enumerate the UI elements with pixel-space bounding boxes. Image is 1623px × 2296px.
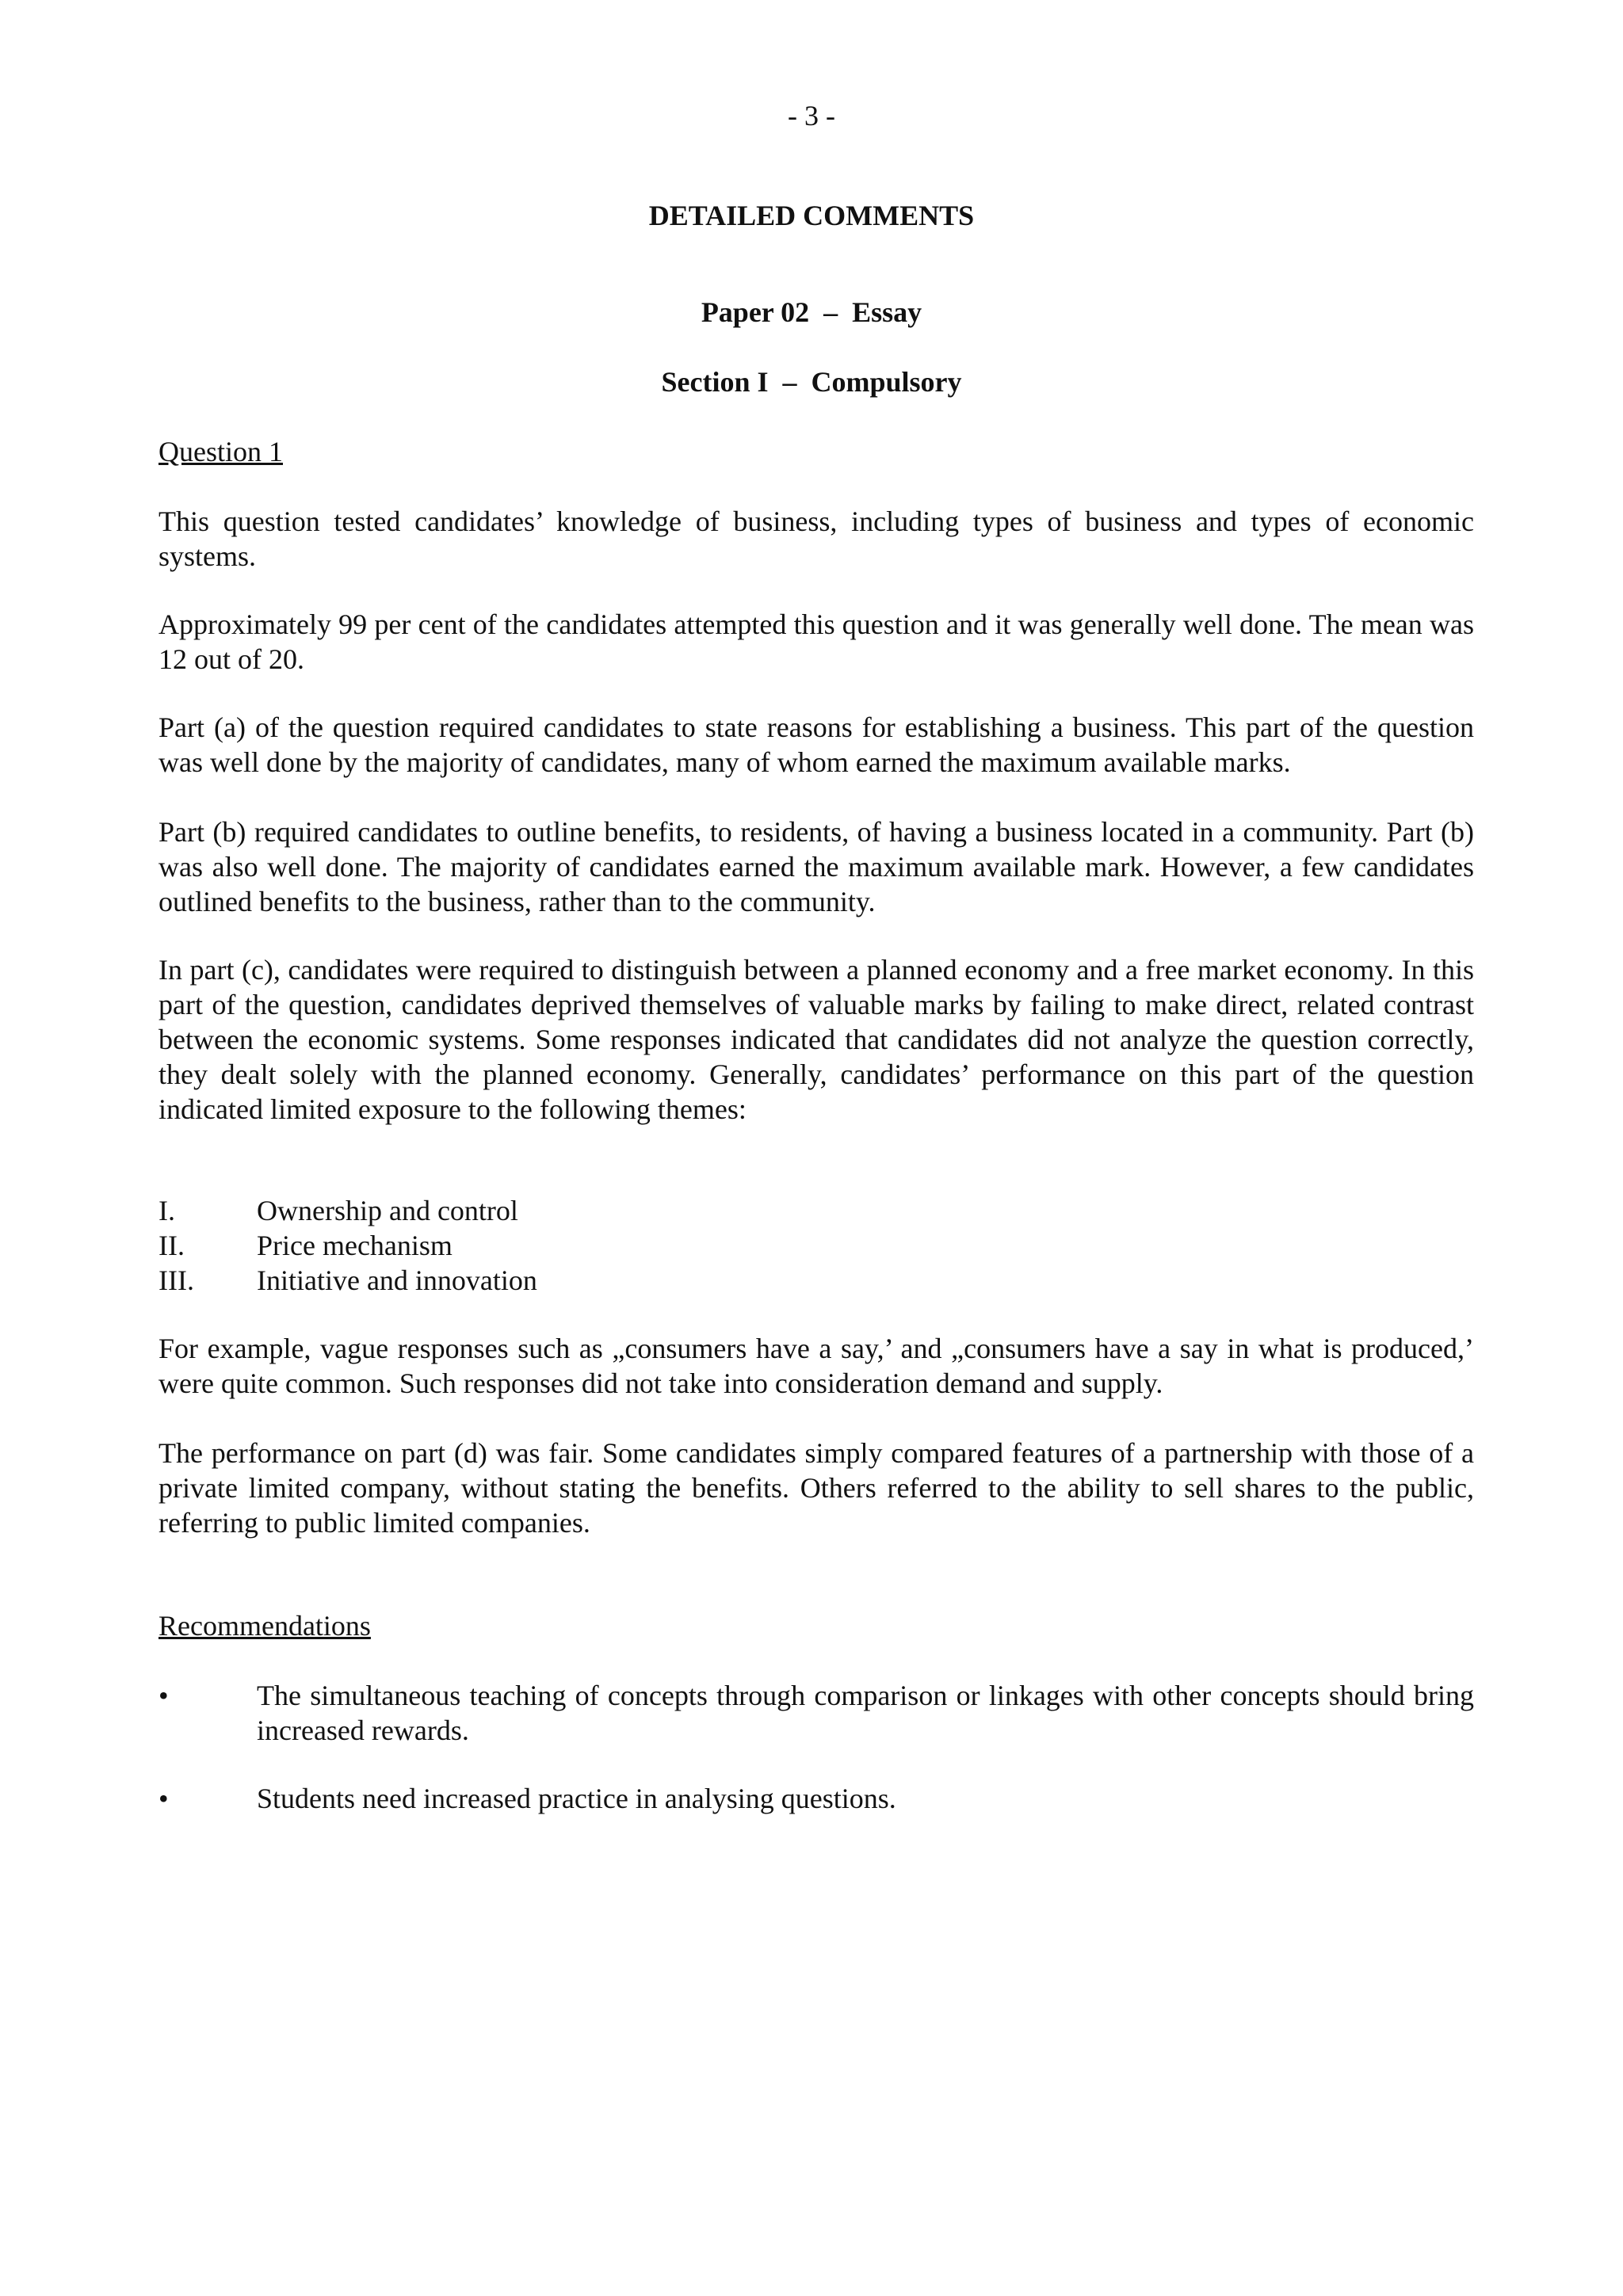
list-item-number: I. <box>158 1195 175 1226</box>
section-label: Section I <box>661 366 769 398</box>
themes-list <box>158 1193 1474 1298</box>
bullet-icon: • <box>158 1680 169 1711</box>
question-paragraph-6: For example, vague responses such as „consumers have a say,’ and „consumers have a say in what is produced,’ were quite common. Such responses did not take into consideration demand and supply. <box>158 1333 1474 1399</box>
question-paragraph-4: Part (b) required candidates to outline benefits, to residents, of having a business located in a community. Part (b) was also well done. The majority of candidates earned the maximum available mark. However, a few candidates outlined benefits to the business, rather than to the community. <box>158 816 1474 917</box>
question-paragraph-7: The performance on part (d) was fair. Some candidates simply compared features of a partnership with those of a private limited company, without stating the benefits. Others referred to the ability to sell shares to the public, referring to public limited companies. <box>158 1437 1474 1539</box>
question-paragraph-3: Part (a) of the question required candidates to state reasons for establishing a business. This part of the question was well done by the majority of candidates, many of whom earned the maximum available marks. <box>158 711 1474 778</box>
paper-dash: – <box>823 296 838 328</box>
main-heading: DETAILED COMMENTS <box>648 200 975 231</box>
question-paragraph-5: In part (c), candidates were required to distinguish between a planned economy and a free market economy. In this part of the question, candidates deprived themselves of valuable marks by failing to make direct, related contrast between the economic systems. Some responses indicated that candidates did not analyze the question correctly, they dealt solely with the planned economy. Generally, candidates’ performance on this part of the question indicated limited exposure to the following themes: <box>158 954 1474 1125</box>
paper-heading <box>0 295 1623 330</box>
list-item-number: III. <box>158 1264 194 1296</box>
question-paragraph-2: Approximately 99 per cent of the candidates attempted this question and it was generally well done. The mean was 12 out of 20. <box>158 608 1474 675</box>
section-heading <box>0 364 1623 399</box>
recommendation-text: Students need increased practice in analysing questions. <box>257 1783 896 1814</box>
recommendation-item <box>158 1678 1474 1748</box>
section-name: Compulsory <box>811 366 962 398</box>
recommendation-item <box>158 1781 1474 1816</box>
list-item <box>158 1193 1474 1228</box>
recommendations-heading: Recommendations <box>158 1610 371 1642</box>
question-paragraph-1: This question tested candidates’ knowledge of business, including types of business and types of economic systems. <box>158 505 1474 572</box>
list-item-text: Initiative and innovation <box>257 1264 537 1296</box>
page-number: - 3 - <box>788 100 835 132</box>
list-item-text: Ownership and control <box>257 1195 518 1226</box>
paper-name: Essay <box>852 296 922 328</box>
section-dash: – <box>782 366 797 398</box>
list-item <box>158 1228 1474 1263</box>
bullet-icon: • <box>158 1783 169 1814</box>
list-item <box>158 1263 1474 1298</box>
list-item-number: II. <box>158 1230 185 1261</box>
list-item-text: Price mechanism <box>257 1230 453 1261</box>
question-heading: Question 1 <box>158 436 283 467</box>
paper-label: Paper 02 <box>701 296 810 328</box>
recommendation-text: The simultaneous teaching of concepts through comparison or linkages with other concepts should bring increased rewards. <box>257 1680 1474 1746</box>
